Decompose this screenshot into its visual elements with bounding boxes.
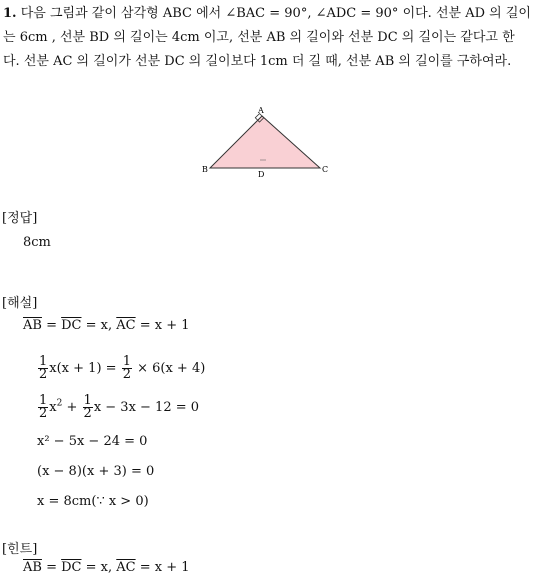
equals-sign: = [41, 318, 62, 333]
solution-equation-5: x = 8cm(∵ x > 0) [37, 494, 149, 509]
vertex-label-c: C [322, 165, 329, 174]
solution-label: [해설] [2, 296, 38, 311]
answer-value: 8cm [23, 235, 51, 250]
hint-segment-ab: $\overline{AB}$ [23, 560, 42, 575]
hint-equals: = [41, 560, 62, 575]
eq2-exponent: 2 [56, 398, 63, 409]
hint-label: [힌트] [2, 542, 38, 557]
answer-label: [정답] [2, 211, 38, 226]
hint-line-1 [23, 560, 190, 575]
solution-equation-1 [37, 356, 205, 381]
segment-ac: $\overline{AC}$ [116, 318, 136, 333]
hint-x-assign: = x, [81, 560, 117, 575]
solution-equation-3: x² − 5x − 24 = 0 [37, 434, 148, 449]
triangle-figure [200, 102, 340, 182]
segment-ab: $\overline{AB}$ [23, 318, 42, 333]
problem-text [3, 2, 531, 74]
eq2-plus: + [62, 400, 82, 415]
problem-number: 1. [3, 6, 17, 21]
hint-ac-value: = x + 1 [135, 560, 190, 575]
solution-equation-2 [37, 395, 199, 420]
hint-segment-dc: $\overline{DC}$ [61, 560, 82, 575]
eq2-rest: x − 3x − 12 = 0 [93, 400, 200, 415]
segment-dc: $\overline{DC}$ [61, 318, 82, 333]
solution-line-1 [23, 318, 190, 333]
hint-segment-ac: $\overline{AC}$ [116, 560, 136, 575]
fraction-half-3: $\frac{1}{2}$ [39, 393, 48, 421]
x-assign: = x, [81, 318, 117, 333]
fraction-half-4: $\frac{1}{2}$ [83, 393, 92, 421]
fraction-half: $\frac{1}{2}$ [39, 354, 48, 382]
vertex-label-a: A [258, 106, 264, 115]
ac-value: = x + 1 [135, 318, 190, 333]
eq1-left: x(x + 1) = [49, 361, 121, 376]
vertex-label-b: B [202, 165, 208, 174]
solution-equation-4: (x − 8)(x + 3) = 0 [37, 464, 155, 479]
problem-statement: 다음 그림과 같이 삼각형 ABC 에서 ∠BAC = 90°, ∠ADC = 90° 이다. 선분 AD 의 길이는 6cm , 선분 BD 의 길이는 4cm 이고, 선분 AB 의 길이와 선분 DC 의 길이는 같다고 한다. 선분 AC 의 길이가 선분 DC 의 길이보다 1cm 더 길 때, 선분 AB 의 길이를 구하여라. [3, 6, 531, 69]
vertex-label-d: D [258, 170, 265, 179]
eq1-right: × 6(x + 4) [132, 361, 206, 376]
fraction-half-2: $\frac{1}{2}$ [122, 354, 131, 382]
eq2-x: x [49, 400, 57, 415]
